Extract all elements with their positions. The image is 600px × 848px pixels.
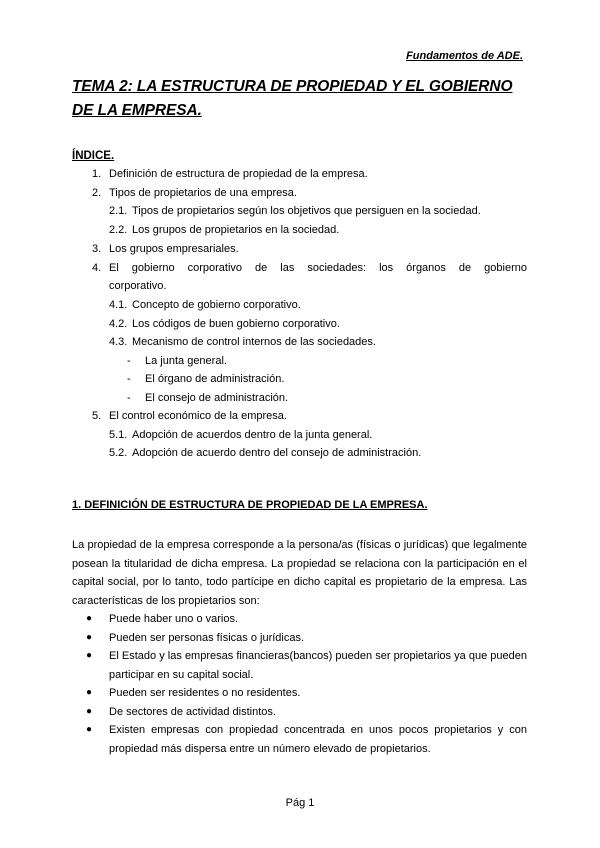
index-item [92, 165, 101, 183]
index-item-text: El control económico de la empresa. [109, 410, 287, 422]
list-item-text: Puede haber uno o varios. [109, 613, 239, 625]
course-header: Fundamentos de ADE. [406, 50, 523, 62]
section-heading: 1. DEFINICIÓN DE ESTRUCTURA DE PROPIEDAD DE LA EMPRESA. [72, 499, 428, 511]
list-item-text: Existen empresas con propiedad concentrada en unos pocos propietarios y con propiedad más dispersa entre un número elevado de propietarios. [109, 724, 527, 755]
index-item-text: Adopción de acuerdos dentro de la junta general. [132, 429, 373, 441]
index-item-text: Definición de estructura de propiedad de la empresa. [109, 168, 368, 180]
index-item-text: El gobierno corporativo de las sociedades: los órganos de gobierno [109, 262, 527, 274]
bullet-icon: ● [86, 631, 93, 643]
list-item-text: De sectores de actividad distintos. [109, 705, 276, 718]
page-title: TEMA 2: LA ESTRUCTURA DE PROPIEDAD Y EL GOBIERNO DE LA EMPRESA. [72, 78, 513, 119]
list-item [72, 647, 527, 684]
index-item-text: Los códigos de buen gobierno corporativo. [132, 318, 340, 330]
index-item-text: Mecanismo de control internos de las sociedades. [132, 336, 376, 348]
list-item-text: El Estado y las empresas financieras(bancos) pueden ser propietarios ya que pueden participar en su capital social. [109, 650, 527, 681]
index-dash: - [127, 392, 131, 404]
list-item-text: Pueden ser residentes o no residentes. [109, 687, 301, 699]
list-item-text: Pueden ser personas físicas o jurídicas. [109, 631, 305, 644]
index-item-text: Los grupos empresariales. [109, 243, 239, 255]
index-item-number: 1. [92, 168, 102, 180]
index-dash: - [127, 373, 131, 385]
index-item-number: 3. [92, 243, 102, 255]
list-item [72, 703, 527, 722]
index-dash: - [127, 355, 131, 367]
index-item-number: 2.1. [109, 205, 128, 217]
list-item [72, 629, 527, 648]
index-item-number: 4.1. [109, 299, 128, 311]
index-item-text: Tipos de propietarios según los objetivos que persiguen en la sociedad. [132, 205, 481, 217]
bullet-icon: ● [86, 650, 93, 661]
bullet-icon: ● [86, 705, 93, 717]
characteristics-list [72, 610, 527, 758]
index-item-text: Concepto de gobierno corporativo. [132, 299, 301, 311]
bullet-icon: ● [86, 613, 93, 624]
section-paragraph: La propiedad de la empresa corresponde a la persona/as (físicas o jurídicas) que legalmente posean la titularidad de dicha empresa. La propiedad se relaciona con la participación en el capital social, por lo tanto, todo partícipe en dicho capital es propietario de la empresa. Las características de los propietarios son: [72, 539, 527, 607]
index-item-number: 2. [92, 187, 102, 199]
list-item [72, 684, 527, 703]
index-item-number: 5. [92, 410, 102, 422]
index-item-number: 4. [92, 262, 102, 274]
index-item-number: 2.2. [109, 224, 128, 236]
index-item-text: El consejo de administración. [145, 392, 289, 404]
index-item-number: 4.3. [109, 336, 128, 348]
page-number: Pág 1 [285, 797, 315, 809]
list-item [72, 610, 527, 629]
index-item-text: Adopción de acuerdo dentro del consejo de administración. [132, 447, 422, 459]
index-item-number: 4.2. [109, 318, 128, 330]
index-item-text: Los grupos de propietarios en la sociedad. [132, 224, 340, 236]
index-item-text-continued: corporativo. [109, 280, 167, 292]
bullet-icon: ● [86, 687, 93, 698]
index-item-text: El órgano de administración. [145, 373, 285, 385]
index-heading: ÍNDICE. [72, 150, 115, 162]
index-item-number: 5.2. [109, 447, 128, 459]
index-item-number: 5.1. [109, 429, 128, 441]
bullet-icon: ● [86, 724, 93, 735]
list-item [72, 721, 527, 758]
index-item-text: Tipos de propietarios de una empresa. [109, 187, 297, 199]
index-item-text: La junta general. [145, 355, 227, 367]
